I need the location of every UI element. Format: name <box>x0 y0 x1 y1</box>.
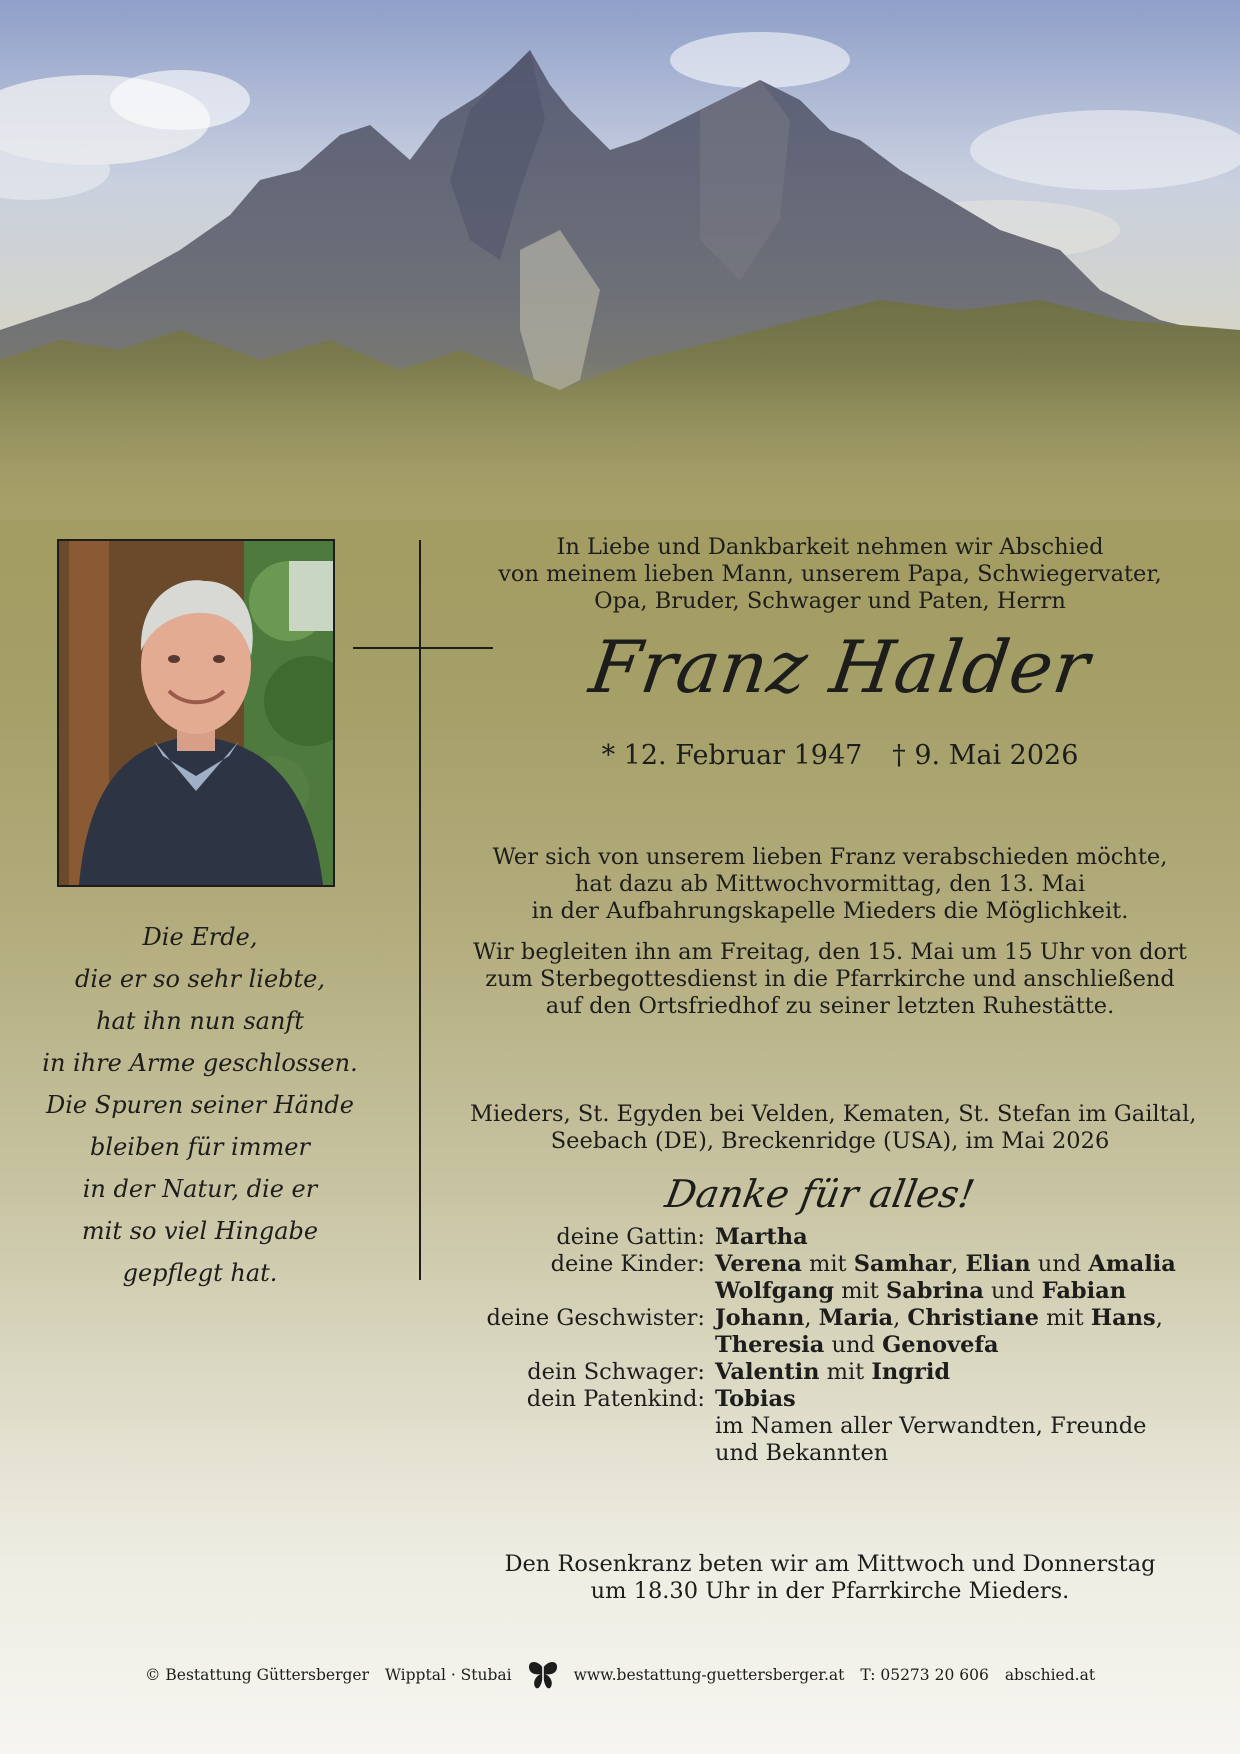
footer-copyright: © Bestattung Güttersberger <box>144 1666 370 1684</box>
poem <box>40 916 360 1294</box>
family-row <box>440 1413 1200 1440</box>
family-value: Johann, Maria, Christiane mit Hans, <box>715 1305 1163 1331</box>
footer <box>0 1660 1240 1690</box>
poem-line: in ihre Arme geschlossen. <box>42 1049 358 1077</box>
birth-date: * 12. Februar 1947 <box>601 740 863 771</box>
family-row <box>440 1278 1200 1305</box>
family-row <box>440 1359 1200 1386</box>
family-value: und Bekannten <box>715 1440 889 1466</box>
poem-line: gepflegt hat. <box>122 1259 278 1287</box>
funeral-info <box>470 939 1190 1020</box>
footer-website[interactable]: www.bestattung-guettersberger.at <box>573 1666 845 1684</box>
poem-line: Die Spuren seiner Hände <box>46 1091 354 1119</box>
family-label: deine Geschwister: <box>486 1305 705 1331</box>
place-date-line: Seebach (DE), Breckenridge (USA), im Mai 2026 <box>550 1128 1110 1154</box>
footer-phone: T: 05273 20 606 <box>860 1666 989 1684</box>
family-label: deine Gattin: <box>556 1224 705 1250</box>
poem-line: hat ihn nun sanft <box>96 1007 304 1035</box>
rosary-line: Den Rosenkranz beten wir am Mittwoch und Donnerstag <box>504 1551 1156 1577</box>
death-date: † 9. Mai 2026 <box>892 740 1079 771</box>
family-value: Tobias <box>715 1386 796 1412</box>
viewing-line: Wer sich von unserem lieben Franz verabschieden möchte, <box>492 844 1168 870</box>
intro-text <box>470 534 1190 615</box>
cross-horizontal-line <box>353 647 493 649</box>
family-value: Valentin mit Ingrid <box>715 1359 951 1385</box>
viewing-line: in der Aufbahrungskapelle Mieders die Möglichkeit. <box>531 898 1129 924</box>
family-label: dein Patenkind: <box>526 1386 705 1412</box>
family-list <box>440 1224 1200 1467</box>
life-dates <box>580 738 1100 774</box>
family-row <box>440 1224 1200 1251</box>
family-value: Verena mit Samhar, Elian und Amalia <box>715 1251 1176 1277</box>
footer-site2[interactable]: abschied.at <box>1004 1666 1096 1684</box>
place-date-line: Mieders, St. Egyden bei Velden, Kematen, St. Stefan im Gailtal, <box>470 1101 1197 1127</box>
deceased-name: Franz Halder <box>584 625 1096 709</box>
family-label: dein Schwager: <box>527 1359 705 1385</box>
family-row <box>440 1251 1200 1278</box>
poem-line: in der Natur, die er <box>82 1175 318 1203</box>
intro-line: Opa, Bruder, Schwager und Paten, Herrn <box>594 588 1066 614</box>
poem-line: die er so sehr liebte, <box>74 965 326 993</box>
viewing-info <box>470 844 1190 925</box>
header-mountain-image <box>0 0 1240 520</box>
family-value: Wolfgang mit Sabrina und Fabian <box>715 1278 1127 1304</box>
portrait-photo <box>57 539 335 887</box>
cross-vertical-line <box>419 540 421 1280</box>
intro-line: von meinem lieben Mann, unserem Papa, Schwiegervater, <box>498 561 1162 587</box>
thanks-heading: Danke für alles! <box>662 1172 978 1216</box>
poem-line: Die Erde, <box>142 923 258 951</box>
viewing-line: hat dazu ab Mittwochvormittag, den 13. Mai <box>574 871 1086 897</box>
family-value: Martha <box>715 1224 808 1250</box>
family-row <box>440 1305 1200 1332</box>
intro-line: In Liebe und Dankbarkeit nehmen wir Abschied <box>556 534 1104 560</box>
family-row <box>440 1386 1200 1413</box>
family-label: deine Kinder: <box>550 1251 705 1277</box>
butterfly-icon <box>526 1660 560 1690</box>
poem-line: mit so viel Hingabe <box>81 1217 319 1245</box>
family-value: im Namen aller Verwandten, Freunde <box>715 1413 1147 1439</box>
poem-line: bleiben für immer <box>90 1133 310 1161</box>
place-date <box>470 1101 1197 1155</box>
funeral-line: zum Sterbegottesdienst in die Pfarrkirche und anschließend <box>485 966 1175 992</box>
family-value: Theresia und Genovefa <box>715 1332 999 1358</box>
funeral-line: Wir begleiten ihn am Freitag, den 15. Mai um 15 Uhr von dort <box>473 939 1187 965</box>
footer-region: Wipptal · Stubai <box>385 1666 512 1684</box>
rosary-line: um 18.30 Uhr in der Pfarrkirche Mieders. <box>590 1578 1070 1604</box>
rosary-info <box>470 1551 1190 1605</box>
family-row <box>440 1332 1200 1359</box>
family-row <box>440 1440 1200 1467</box>
funeral-line: auf den Ortsfriedhof zu seiner letzten Ruhestätte. <box>545 993 1115 1019</box>
